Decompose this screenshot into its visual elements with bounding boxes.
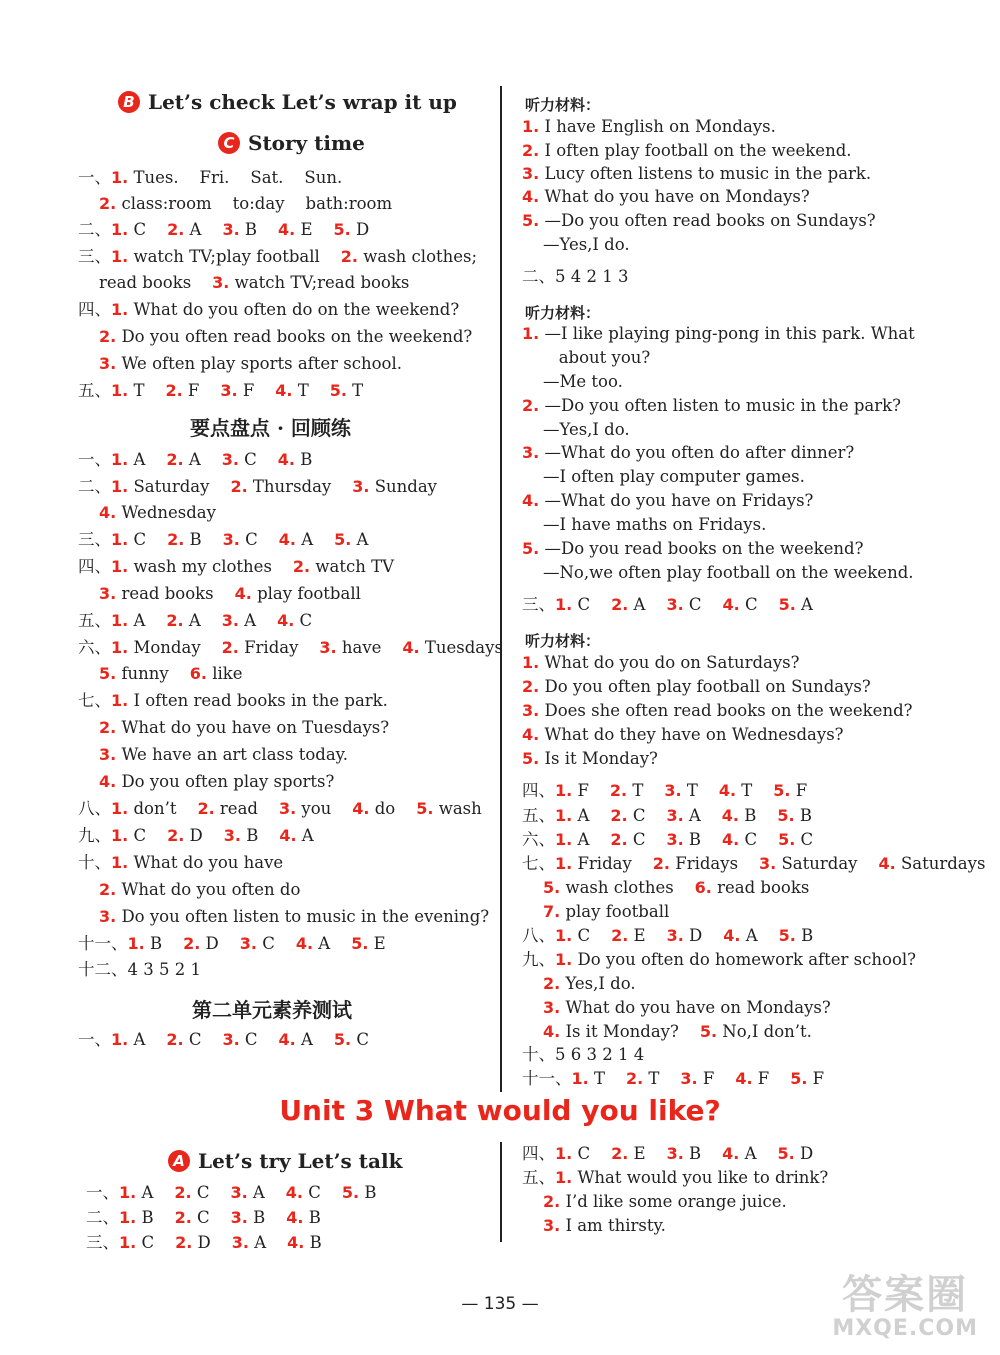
item-number: 4.	[279, 826, 297, 845]
right-answer-line: —I have maths on Fridays.	[522, 515, 767, 534]
right-answer-line: 十一、1. T 2. T 3. F 4. F 5. F	[522, 1069, 825, 1088]
item-number: 1.	[111, 853, 129, 872]
right-answer-line: 5. —Do you often read books on Sundays?	[522, 211, 876, 230]
item-number: 1.	[522, 324, 540, 343]
left-answer-line: 六、1. Monday 2. Friday 3. have 4. Tuesdays	[78, 638, 503, 657]
left-answer-line: 三、1. watch TV;play football 2. wash clothes;	[78, 247, 478, 266]
watermark-line2: MXQE.COM	[832, 1316, 978, 1341]
item-number: 1.	[111, 691, 129, 710]
section-c-title: Story time	[248, 131, 365, 155]
right-answer-line: 十、5 6 3 2 1 4	[522, 1045, 645, 1064]
left-answer-line: 十二、4 3 5 2 1	[78, 960, 201, 979]
right-answer-line: —I often play computer games.	[522, 467, 805, 486]
item-number: 3.	[220, 381, 238, 400]
item-number: 3.	[230, 1183, 248, 1202]
item-number: 6.	[189, 664, 207, 683]
item-number: 5.	[333, 220, 351, 239]
right-answer-line: 5. wash clothes 6. read books	[542, 878, 810, 897]
item-number: 1.	[555, 781, 573, 800]
item-number: 5.	[522, 539, 540, 558]
item-number: 2.	[292, 557, 311, 576]
item-number: 2.	[166, 1030, 184, 1049]
bottom-left-answer-line: 二、1. B 2. C 3. B 4. B	[86, 1208, 321, 1227]
item-number: 3.	[522, 443, 540, 462]
item-number: 3.	[222, 530, 240, 549]
item-number: 1.	[111, 477, 129, 496]
item-number: 2.	[98, 327, 117, 346]
item-number: 2.	[167, 826, 185, 845]
item-number: 3.	[98, 907, 117, 926]
item-number: 3.	[239, 934, 257, 953]
item-number: 3.	[680, 1069, 698, 1088]
item-number: 3.	[212, 273, 230, 292]
item-number: 4.	[278, 1030, 296, 1049]
item-number: 1.	[555, 806, 573, 825]
right-answer-line: 2. I often play football on the weekend.	[522, 141, 852, 160]
item-number: 3.	[222, 1030, 240, 1049]
item-number: 5.	[773, 781, 791, 800]
item-number: 2.	[197, 799, 215, 818]
item-number: 1.	[555, 830, 573, 849]
item-number: 3.	[666, 926, 684, 945]
right-answer-line: —Yes,I do.	[522, 420, 630, 439]
item-number: 2.	[167, 220, 185, 239]
item-number: 3.	[352, 477, 370, 496]
bottom-right-answer-line: 四、1. C 2. E 3. B 4. A 5. D	[522, 1144, 814, 1163]
bottom-left-answer-line: 一、1. A 2. C 3. A 4. C 5. B	[86, 1183, 377, 1202]
left-answer-line: 3. Do you often listen to music in the evening?	[98, 907, 490, 926]
item-number: 3.	[98, 745, 117, 764]
item-number: 5.	[699, 1022, 718, 1041]
item-number: 1.	[522, 653, 540, 672]
bottom-right-answer-line: 2. I’d like some orange juice.	[542, 1192, 787, 1211]
item-number: 1.	[111, 220, 129, 239]
item-number: 5.	[778, 595, 796, 614]
item-number: 1.	[111, 1030, 129, 1049]
item-number: 2.	[522, 396, 540, 415]
bottom-column-divider	[500, 1142, 502, 1242]
item-number: 5.	[98, 664, 117, 683]
item-number: 1.	[555, 1168, 573, 1187]
section-a-badge: A	[168, 1150, 190, 1172]
item-number: 3.	[759, 854, 777, 873]
item-number: 4.	[522, 187, 540, 206]
item-number: 2.	[174, 1208, 192, 1227]
item-number: 2.	[230, 477, 248, 496]
bottom-right-answer-line: 3. I am thirsty.	[542, 1216, 666, 1235]
item-number: 5.	[334, 530, 352, 549]
left-answer-line: 二、1. Saturday 2. Thursday 3. Sunday	[78, 477, 437, 496]
item-number: 2.	[174, 1183, 192, 1202]
right-answer-line: 4. Is it Monday? 5. No,I don’t.	[542, 1022, 812, 1041]
item-number: 5.	[777, 1144, 795, 1163]
item-number: 2.	[98, 194, 117, 213]
item-number: 2.	[542, 1192, 561, 1211]
item-number: 2.	[542, 974, 561, 993]
left-answer-line: 4. Wednesday	[98, 503, 216, 522]
left-answer-line: 五、1. A 2. A 3. A 4. C	[78, 611, 313, 630]
item-number: 2.	[98, 880, 117, 899]
right-answer-line: 1. I have English on Mondays.	[522, 117, 776, 136]
item-number: 1.	[555, 926, 573, 945]
unit-title: Unit 3 What would you like?	[279, 1094, 721, 1127]
left-answer-line: 四、1. What do you often do on the weekend?	[78, 300, 460, 319]
item-number: 5.	[341, 1183, 360, 1202]
item-number: 3.	[230, 1208, 248, 1227]
watermark-line1: 答案圈	[842, 1272, 969, 1318]
listening-label-2: 听力材料：	[525, 304, 601, 322]
right-answer-line: 1. What do you do on Saturdays?	[522, 653, 800, 672]
item-number: 4.	[542, 1022, 561, 1041]
item-number: 3.	[522, 701, 540, 720]
item-number: 5.	[522, 749, 540, 768]
right-answer-line: 4. What do they have on Wednesdays?	[522, 725, 844, 744]
item-number: 4.	[722, 595, 740, 614]
item-number: 3.	[222, 220, 240, 239]
item-number: 4.	[522, 725, 540, 744]
item-number: 4.	[721, 806, 740, 825]
left-answer-line: 四、1. wash my clothes 2. watch TV	[78, 557, 394, 576]
right-answer-line: 1. —I like playing ping-pong in this park. What	[522, 324, 915, 343]
item-number: 2.	[611, 595, 629, 614]
left-answer-line: 5. funny 6. like	[98, 664, 243, 683]
item-number: 1.	[119, 1233, 137, 1252]
item-number: 6.	[694, 878, 712, 897]
item-number: 4.	[722, 830, 740, 849]
left-answer-line: 2. What do you have on Tuesdays?	[98, 718, 390, 737]
left-answer-line: 七、1. I often read books in the park.	[78, 691, 388, 710]
item-number: 3.	[666, 806, 684, 825]
right-answer-line: —Yes,I do.	[522, 235, 630, 254]
item-number: 1.	[111, 799, 129, 818]
right-answer-line: 3. What do you have on Mondays?	[542, 998, 831, 1017]
item-number: 5.	[333, 1030, 352, 1049]
item-number: 4.	[722, 1144, 740, 1163]
item-number: 1.	[111, 168, 129, 187]
left-answer-line: 2. Do you often read books on the weekend?	[98, 327, 473, 346]
item-number: 1.	[111, 450, 129, 469]
item-number: 4.	[718, 781, 737, 800]
right-answer-line: 5. Is it Monday?	[522, 749, 658, 768]
left-answer-line: 3. read books 4. play football	[98, 584, 361, 603]
right-answer-line: 八、1. C 2. E 3. D 4. A 5. B	[522, 926, 814, 945]
item-number: 4.	[98, 772, 117, 791]
unit-test-heading: 第二单元素养测试	[192, 998, 352, 1022]
item-number: 2.	[340, 247, 358, 266]
item-number: 4.	[287, 1233, 305, 1252]
left-answer-line: 三、1. C 2. B 3. C 4. A 5. A	[78, 530, 369, 549]
item-number: 1.	[119, 1208, 137, 1227]
right-answer-line: 7. play football	[542, 902, 670, 921]
item-number: 3.	[319, 638, 337, 657]
item-number: 5.	[777, 806, 795, 825]
item-number: 3.	[98, 584, 117, 603]
item-number: 3.	[98, 354, 117, 373]
section-a-title: Let’s try Let’s talk	[198, 1149, 403, 1173]
bottom-left-answer-line: 三、1. C 2. D 3. A 4. B	[86, 1233, 322, 1252]
item-number: 2.	[165, 381, 183, 400]
item-number: 4.	[277, 611, 295, 630]
review-heading: 要点盘点 · 回顾练	[190, 416, 351, 440]
item-number: 5.	[778, 830, 796, 849]
right-answer-line: 3. Does she often read books on the weekend?	[522, 701, 913, 720]
left-answer-line: 一、1. Tues. Fri. Sat. Sun.	[78, 168, 343, 187]
item-number: 1.	[111, 381, 129, 400]
item-number: 4.	[98, 503, 117, 522]
item-number: 1.	[555, 950, 573, 969]
item-number: 4.	[352, 799, 370, 818]
section-c-badge: C	[218, 132, 240, 154]
item-number: 2.	[522, 677, 540, 696]
item-number: 1.	[111, 300, 129, 319]
item-number: 1.	[111, 826, 129, 845]
section-heading-c	[218, 131, 365, 155]
item-number: 3.	[542, 998, 561, 1017]
right-answer-line: 六、1. A 2. C 3. B 4. C 5. C	[522, 830, 814, 849]
item-number: 2.	[166, 450, 184, 469]
left-answer-line: 二、1. C 2. A 3. B 4. E 5. D	[78, 220, 370, 239]
section-heading-a	[168, 1149, 402, 1173]
item-number: 4.	[285, 1183, 304, 1202]
right-answer-line: 3. Lucy often listens to music in the park.	[522, 164, 872, 183]
item-number: 3.	[666, 595, 684, 614]
item-number: 2.	[610, 830, 628, 849]
item-number: 4.	[275, 381, 293, 400]
item-number: 1.	[555, 1144, 573, 1163]
item-number: 2.	[522, 141, 540, 160]
item-number: 1.	[111, 530, 129, 549]
item-number: 5.	[542, 878, 561, 897]
left-answer-line: 2. What do you often do	[98, 880, 301, 899]
item-number: 3.	[666, 1144, 684, 1163]
right-answer-line: 四、1. F 2. T 3. T 4. T 5. F	[522, 781, 808, 800]
item-number: 2.	[183, 934, 201, 953]
item-number: 3.	[542, 1216, 561, 1235]
item-number: 1.	[111, 611, 129, 630]
right-answer-line: 4. What do you have on Mondays?	[522, 187, 810, 206]
right-answer-line: 五、1. A 2. C 3. A 4. B 5. B	[522, 806, 812, 825]
item-number: 2.	[167, 530, 185, 549]
item-number: 2.	[175, 1233, 193, 1252]
left-answer-line: 一、1. A 2. C 3. C 4. A 5. C	[78, 1030, 369, 1049]
right-answer-line: 九、1. Do you often do homework after school?	[522, 950, 917, 969]
left-answer-line: 五、1. T 2. F 3. F 4. T 5. T	[78, 381, 364, 400]
item-number: 3.	[231, 1233, 249, 1252]
left-answer-line: 十一、1. B 2. D 3. C 4. A 5. E	[78, 934, 386, 953]
item-number: 5.	[790, 1069, 808, 1088]
item-number: 1.	[111, 638, 129, 657]
item-number: 2.	[166, 611, 184, 630]
item-number: 1.	[111, 557, 129, 576]
item-number: 4.	[878, 854, 896, 873]
item-number: 3.	[223, 826, 241, 845]
item-number: 1.	[555, 854, 573, 873]
right-answer-line: 5. —Do you read books on the weekend?	[522, 539, 864, 558]
left-answer-line: 八、1. don’t 2. read 3. you 4. do 5. wash	[78, 799, 482, 818]
item-number: 2.	[611, 926, 629, 945]
item-number: 3.	[522, 164, 540, 183]
watermark-logo	[832, 1263, 978, 1341]
left-answer-line: 九、1. C 2. D 3. B 4. A	[78, 826, 314, 845]
item-number: 2.	[652, 854, 670, 873]
item-number: 5.	[522, 211, 540, 230]
right-answer-line: 3. —What do you often do after dinner?	[522, 443, 855, 462]
item-number: 4.	[723, 926, 741, 945]
right-answer-line: 二、5 4 2 1 3	[522, 267, 629, 286]
item-number: 7.	[542, 902, 561, 921]
item-number: 5.	[351, 934, 369, 953]
right-answer-line: about you?	[522, 348, 651, 367]
item-number: 3.	[221, 611, 239, 630]
left-answer-line: 3. We often play sports after school.	[98, 354, 403, 373]
item-number: 1.	[555, 595, 573, 614]
right-answer-line: 2. —Do you often listen to music in the park?	[522, 396, 901, 415]
item-number: 2.	[98, 718, 117, 737]
left-answer-line: 4. Do you often play sports?	[98, 772, 335, 791]
item-number: 4.	[735, 1069, 753, 1088]
item-number: 5.	[329, 381, 347, 400]
left-answer-line: read books 3. watch TV;read books	[78, 273, 410, 292]
left-answer-line: 3. We have an art class today.	[98, 745, 349, 764]
item-number: 2.	[611, 1144, 629, 1163]
right-answer-line: 2. Do you often play football on Sundays?	[522, 677, 871, 696]
item-number: 4.	[277, 450, 296, 469]
item-number: 4.	[402, 638, 420, 657]
right-answer-line: 七、1. Friday 2. Fridays 3. Saturday 4. Saturdays	[522, 854, 986, 873]
item-number: 3.	[666, 830, 684, 849]
section-b-title: Let’s check Let’s wrap it up	[148, 90, 457, 114]
item-number: 3.	[278, 799, 297, 818]
item-number: 1.	[522, 117, 540, 136]
left-answer-line: 十、1. What do you have	[78, 853, 284, 872]
item-number: 2.	[609, 781, 628, 800]
item-number: 1.	[571, 1069, 589, 1088]
left-answer-line: 2. class:room to:day bath:room	[98, 194, 393, 213]
item-number: 1.	[111, 247, 129, 266]
listening-label-1: 听力材料：	[525, 96, 601, 114]
item-number: 4.	[278, 220, 296, 239]
item-number: 5.	[778, 926, 796, 945]
item-number: 4.	[234, 584, 252, 603]
item-number: 1.	[127, 934, 145, 953]
right-answer-line: —No,we often play football on the weekend.	[522, 563, 914, 582]
right-answer-line: 2. Yes,I do.	[542, 974, 636, 993]
right-answer-line: 4. —What do you have on Fridays?	[522, 491, 814, 510]
item-number: 4.	[286, 1208, 304, 1227]
item-number: 3.	[221, 450, 239, 469]
item-number: 2.	[610, 806, 628, 825]
section-b-badge: B	[118, 91, 140, 113]
left-answer-line: 一、1. A 2. A 3. C 4. B	[78, 450, 313, 469]
right-answer-line: —Me too.	[522, 372, 623, 391]
bottom-right-answer-line: 五、1. What would you like to drink?	[522, 1168, 829, 1187]
item-number: 2.	[221, 638, 239, 657]
section-heading-b	[118, 90, 457, 114]
item-number: 4.	[522, 491, 540, 510]
item-number: 1.	[119, 1183, 137, 1202]
item-number: 2.	[625, 1069, 644, 1088]
item-number: 4.	[278, 530, 296, 549]
item-number: 4.	[295, 934, 314, 953]
item-number: 5.	[416, 799, 434, 818]
column-divider	[500, 86, 502, 1092]
listening-label-3: 听力材料：	[525, 632, 601, 650]
item-number: 3.	[664, 781, 682, 800]
page-number: — 135 —	[461, 1294, 539, 1314]
right-answer-line: 三、1. C 2. A 3. C 4. C 5. A	[522, 595, 813, 614]
